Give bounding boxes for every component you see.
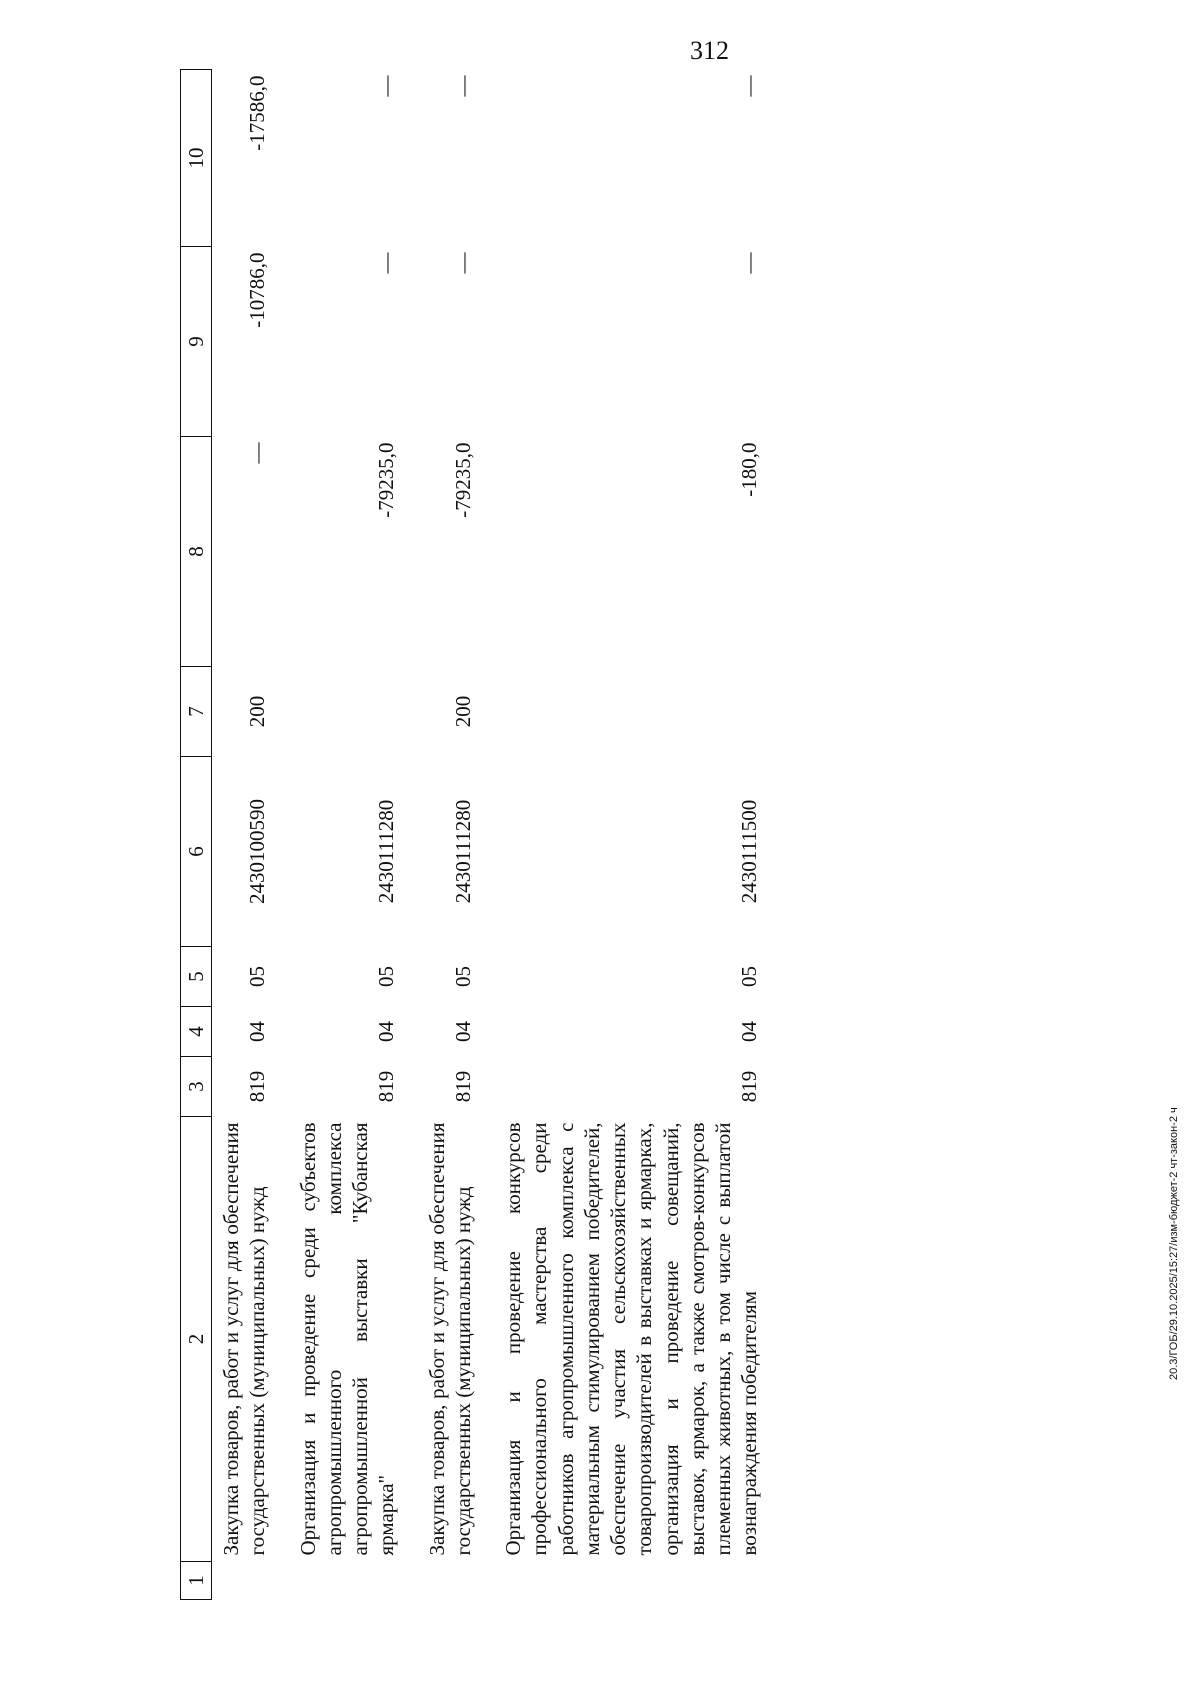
row-subsection-code: 05 xyxy=(245,966,270,987)
header-col-1: 1 xyxy=(181,1562,212,1600)
row-section-code: 04 xyxy=(450,1021,475,1042)
row-amount-col-10: — xyxy=(450,75,475,97)
row-col-1 xyxy=(289,1562,418,1600)
row-expense-type xyxy=(494,667,769,757)
row-target-article: 2430111280 xyxy=(374,799,399,904)
row-section-code: 04 xyxy=(245,1021,270,1042)
row-description: Организация и проведение конкурсов профессионального мастерства среди работников агропромышленного комплекса с материальным стимулированием победителей, обеспечение участия сельскохозяйственных товаропроизводителей в выставках и ярмарках, организация и проведение совещаний, выставок, ярмарок, а также смотров-конкурсов племенных животных, в том числе с выплатой вознаграждения победителям xyxy=(501,1122,762,1556)
page-number: 312 xyxy=(690,36,729,65)
row-amount-col-9: -10786,0 xyxy=(245,252,270,328)
row-subsection-code: 05 xyxy=(374,966,399,987)
header-col-4: 4 xyxy=(181,1007,212,1057)
row-description: Организация и проведение среди субъектов агропромышленного комплекса агропромышленной выставки "Кубанская ярмарка" xyxy=(295,1122,399,1556)
row-expense-type: 200 xyxy=(245,695,270,728)
row-amount-col-10: — xyxy=(737,75,762,97)
row-col-1 xyxy=(212,1562,289,1600)
row-section-code: 04 xyxy=(737,1021,762,1042)
table-header-row xyxy=(181,70,212,1600)
row-amount-col-9: — xyxy=(737,252,762,274)
header-col-5: 5 xyxy=(181,947,212,1007)
row-amount-col-8: -79235,0 xyxy=(450,442,475,518)
header-col-10: 10 xyxy=(181,70,212,247)
row-target-article: 2430100590 xyxy=(245,799,270,904)
row-amount-col-8: -180,0 xyxy=(737,442,762,497)
header-col-2: 2 xyxy=(181,1117,212,1562)
row-expense-type xyxy=(289,667,418,757)
header-col-3: 3 xyxy=(181,1057,212,1117)
rotated-table-area xyxy=(180,70,1195,1600)
row-ministry-code: 819 xyxy=(374,1070,399,1103)
row-target-article: 2430111280 xyxy=(450,799,475,904)
table-row xyxy=(418,70,495,1600)
rotated-table-container xyxy=(180,70,1195,1600)
row-amount-col-10: -17586,0 xyxy=(245,75,270,151)
row-amount-col-10: — xyxy=(374,75,399,97)
table-row xyxy=(212,70,289,1600)
row-ministry-code: 819 xyxy=(450,1070,475,1103)
header-col-9: 9 xyxy=(181,247,212,437)
row-amount-col-8: -79235,0 xyxy=(374,442,399,518)
row-ministry-code: 819 xyxy=(737,1070,762,1103)
row-ministry-code: 819 xyxy=(245,1070,270,1103)
row-expense-type: 200 xyxy=(450,695,475,728)
header-col-6: 6 xyxy=(181,757,212,947)
row-subsection-code: 05 xyxy=(450,966,475,987)
row-amount-col-9: — xyxy=(374,252,399,274)
row-subsection-code: 05 xyxy=(737,966,762,987)
row-amount-col-8: — xyxy=(245,442,270,464)
row-description: Закупка товаров, работ и услуг для обеспечения государственных (муниципальных) нужд xyxy=(219,1122,270,1556)
header-col-7: 7 xyxy=(181,667,212,757)
row-amount-col-9: — xyxy=(450,252,475,274)
row-col-1 xyxy=(418,1562,495,1600)
row-description: Закупка товаров, работ и услуг для обеспечения государственных (муниципальных) нужд xyxy=(424,1122,475,1556)
row-target-article: 2430111500 xyxy=(737,799,762,904)
document-footer-code: 20.3/ГОБ/29.10.2025/15:27/изм-бюджет-2 чт-закон-2 ч xyxy=(1168,1107,1180,1380)
row-col-1 xyxy=(494,1562,769,1600)
row-section-code: 04 xyxy=(374,1021,399,1042)
table-row xyxy=(494,70,769,1600)
budget-table xyxy=(180,69,769,1600)
header-col-8: 8 xyxy=(181,437,212,667)
table-row xyxy=(289,70,418,1600)
